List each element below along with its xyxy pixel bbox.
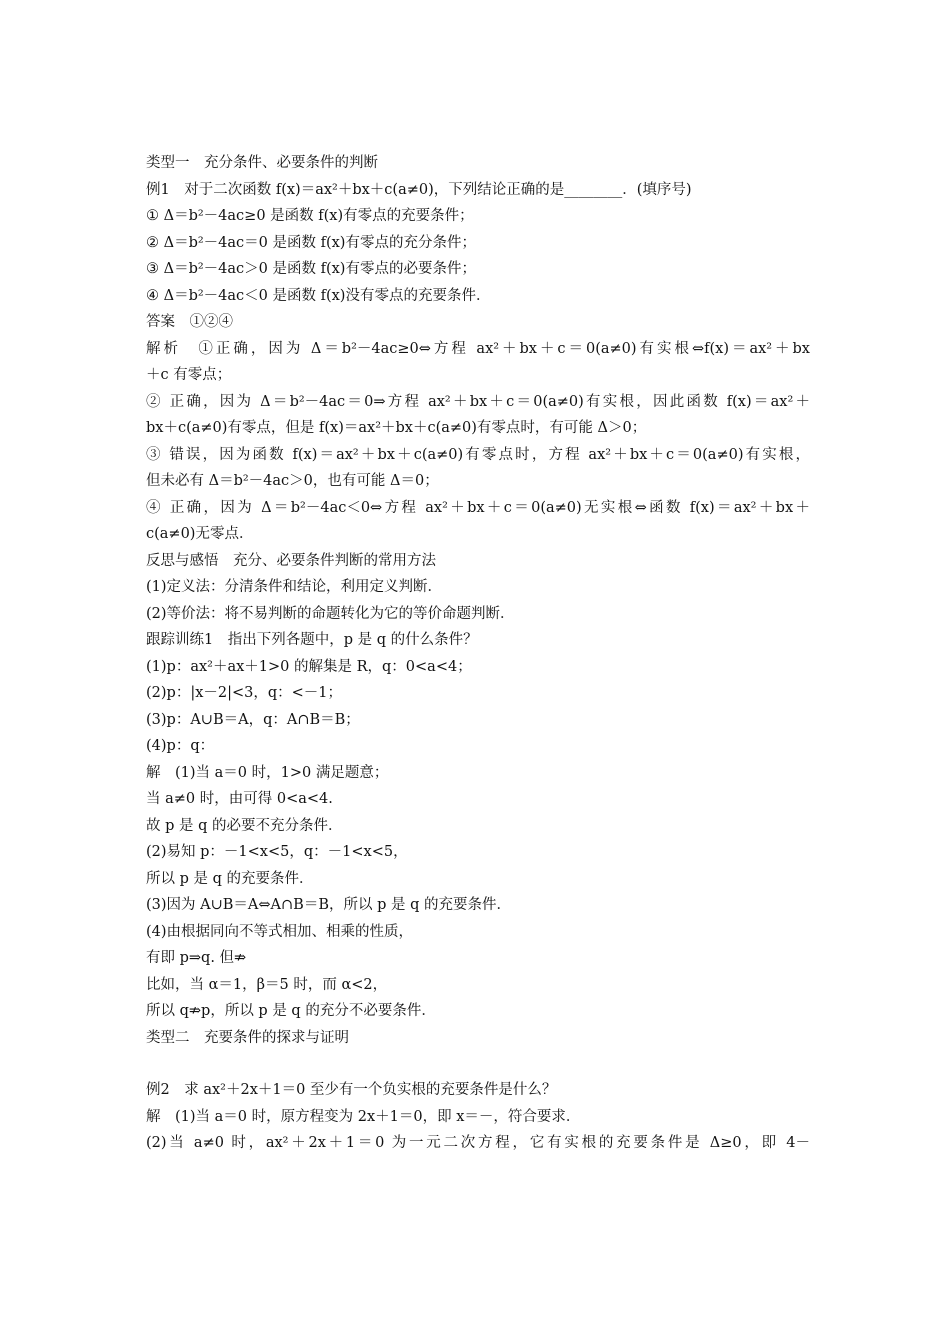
practice1-item-2: (2)p：|x－2|<3，q：<－1； xyxy=(146,685,343,701)
blank-line xyxy=(146,1051,810,1077)
practice1-solution-line: 故 p 是 q 的必要不充分条件． xyxy=(146,817,343,834)
example1-analysis-line: bx＋c(a≠0)有零点，但是 f(x)＝ax²＋bx＋c(a≠0)有零点时，有可能 Δ＞0； xyxy=(146,420,647,436)
practice1-solution-line: 比如，当 α＝1，β＝5 时，而 α<2， xyxy=(146,976,388,993)
practice1-solution-line: 所以 p 是 q 的充要条件． xyxy=(146,870,314,887)
document-body xyxy=(146,150,810,1157)
example2-solution-line: 解 (1)当 a＝0 时，原方程变为 2x＋1＝0，即 x＝－，符合要求． xyxy=(146,1108,581,1125)
example1-option-3: ③ Δ＝b²－4ac＞0 是函数 f(x)有零点的必要条件； xyxy=(146,261,476,277)
practice1-solution-line: (3)因为 A∪B＝A⇔A∩B＝B，所以 p 是 q 的充要条件． xyxy=(146,897,511,913)
example1-analysis-line: c(a≠0)无零点． xyxy=(146,526,254,542)
practice1-item-3: (3)p：A∪B＝A，q：A∩B＝B； xyxy=(146,711,360,728)
practice1-solution-line: 所以 q⇏p，所以 p 是 q 的充分不必要条件． xyxy=(146,1003,436,1019)
example1-option-4: ④ Δ＝b²－4ac＜0 是函数 f(x)没有零点的充要条件． xyxy=(146,287,491,304)
practice1-solution-line: 解 (1)当 a＝0 时，1>0 满足题意； xyxy=(146,764,389,781)
practice1-solution-line: 当 a≠0 时，由可得 0<a<4. xyxy=(146,791,333,807)
practice1-solution-line: (2)易知 p：－1<x<5，q：－1<x<5， xyxy=(146,844,408,860)
reflection-method-1: (1)定义法：分清条件和结论，利用定义判断． xyxy=(146,579,443,595)
example1-answer: 答案 ①②④ xyxy=(146,314,233,330)
example2-solution-line: (2)当 a≠0 时，ax²＋2x＋1＝0 为一元二次方程，它有实根的充要条件是 Δ≥0，即 4－ xyxy=(146,1135,810,1151)
example1-analysis-line: ③ 错误，因为函数 f(x)＝ax²＋bx＋c(a≠0)有零点时，方程 ax²＋bx＋c＝0(a≠0)有实根， xyxy=(146,446,810,463)
example1-option-1: ① Δ＝b²－4ac≥0 是函数 f(x)有零点的充要条件； xyxy=(146,208,474,224)
example1-option-2: ② Δ＝b²－4ac＝0 是函数 f(x)有零点的充分条件； xyxy=(146,234,476,251)
practice1-heading: 跟踪训练1 指出下列各题中，p 是 q 的什么条件？ xyxy=(146,632,478,648)
practice1-item-1: (1)p：ax²＋ax＋1>0 的解集是 R，q：0<a<4； xyxy=(146,658,472,675)
practice1-solution-line: 有即 p⇒q. 但⇏ xyxy=(146,950,247,966)
practice1-solution-line: (4)由根据同向不等式相加、相乘的性质， xyxy=(146,923,414,940)
section-heading-type2: 类型二 充要条件的探求与证明 xyxy=(146,1029,349,1046)
section-heading-type1: 类型一 充分条件、必要条件的判断 xyxy=(146,155,378,171)
example2-question: 例2 求 ax²＋2x＋1＝0 至少有一个负实根的充要条件是什么？ xyxy=(146,1082,557,1098)
reflection-method-2: (2)等价法：将不易判断的命题转化为它的等价命题判断． xyxy=(146,605,515,622)
example1-analysis-line: 解析 ①正确，因为 Δ＝b²－4ac≥0⇔方程 ax²＋bx＋c＝0(a≠0)有实根⇔f(x)＝ax²＋bx xyxy=(146,340,810,357)
reflection-heading: 反思与感悟 充分、必要条件判断的常用方法 xyxy=(146,552,436,569)
example1-analysis-line: ④ 正确，因为 Δ＝b²－4ac＜0⇔方程 ax²＋bx＋c＝0(a≠0)无实根⇔函数 f(x)＝ax²＋bx＋ xyxy=(146,499,810,516)
example1-question: 例1 对于二次函数 f(x)＝ax²＋bx＋c(a≠0)，下列结论正确的是________．(填序号) xyxy=(146,181,692,198)
example1-analysis-line: 但未必有 Δ＝b²－4ac＞0，也有可能 Δ＝0； xyxy=(146,473,439,489)
example1-analysis-line: ② 正确，因为 Δ＝b²－4ac＝0⇒方程 ax²＋bx＋c＝0(a≠0)有实根，因此函数 f(x)＝ax²＋ xyxy=(146,393,810,410)
example1-analysis-line: ＋c 有零点； xyxy=(146,367,232,383)
practice1-item-4: (4)p：q： xyxy=(146,738,215,754)
